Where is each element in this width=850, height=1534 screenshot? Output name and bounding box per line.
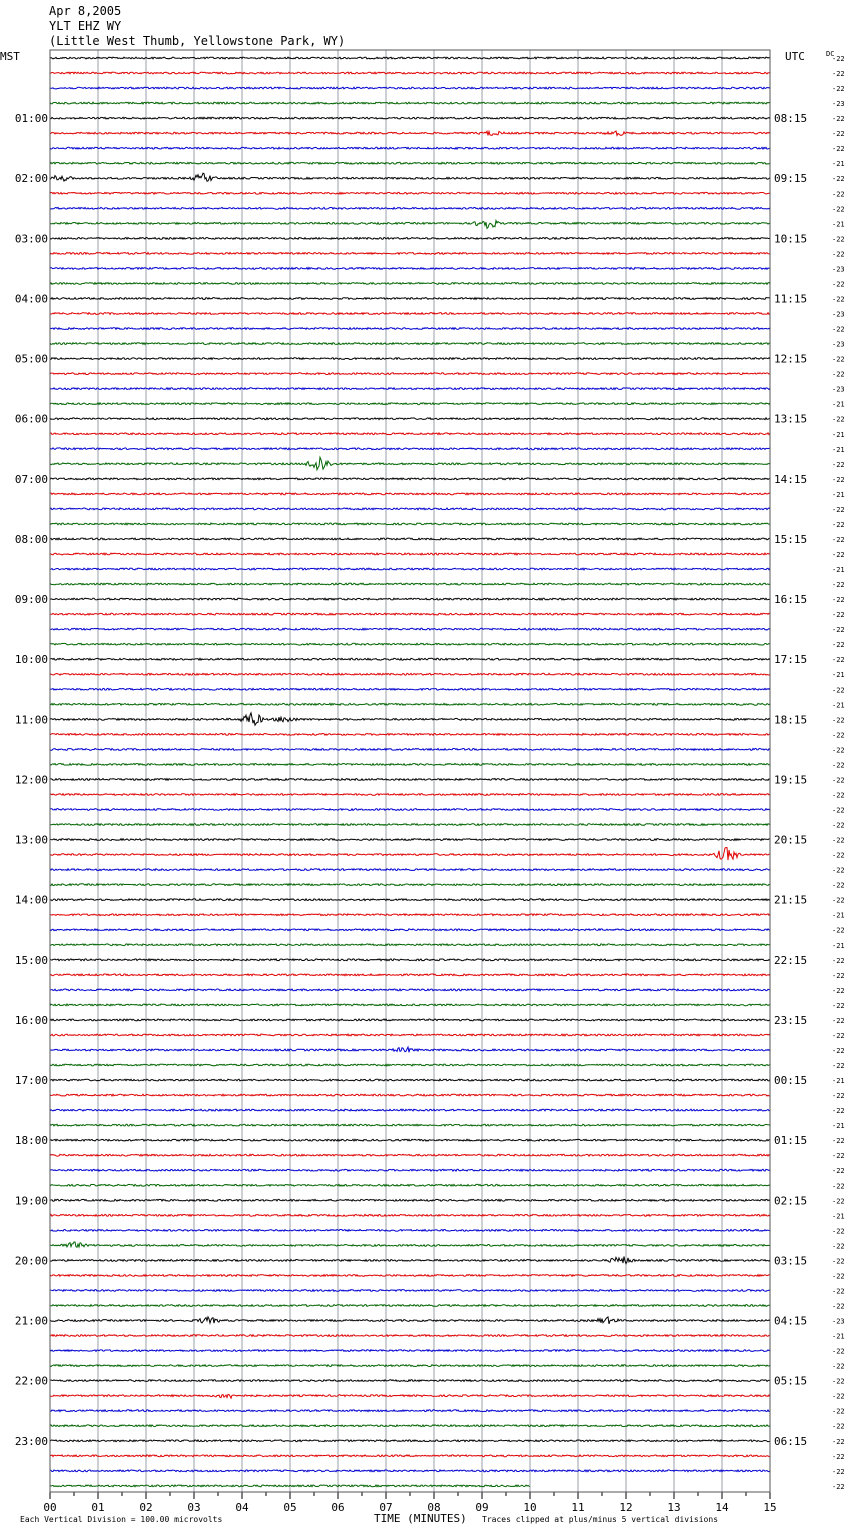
utc-hour-label: 20:15: [774, 833, 808, 847]
mst-hour-label: 11:00: [14, 713, 48, 727]
utc-hour-label: 18:15: [774, 713, 808, 727]
mst-hour-label: 04:00: [14, 292, 48, 306]
dc-offset-value: -22: [832, 1062, 845, 1071]
dc-offset-value: -21: [832, 941, 845, 950]
dc-offset-value: -22: [832, 626, 845, 635]
dc-offset-value: -21: [832, 566, 845, 575]
seismic-trace: [50, 457, 770, 469]
utc-hour-label: 09:15: [774, 172, 808, 186]
x-tick-label: 07: [379, 1501, 393, 1514]
dc-offset-value: -22: [832, 370, 845, 379]
seismic-trace: [50, 1230, 770, 1232]
utc-hour-label: 05:15: [774, 1374, 808, 1388]
dc-offset-value: -22: [832, 325, 845, 334]
dc-offset-value: -22: [832, 731, 845, 740]
seismic-trace: [50, 433, 770, 435]
seismic-trace: [50, 568, 770, 570]
seismic-trace: [50, 173, 770, 181]
dc-offset-value: -21: [832, 671, 845, 680]
seismic-trace: [50, 929, 770, 931]
dc-offset-value: -22: [832, 581, 845, 590]
dc-offset-value: -22: [832, 505, 845, 514]
mst-hour-label: 19:00: [14, 1194, 48, 1208]
seismic-trace: [50, 1064, 770, 1066]
dc-offset-value: -22: [832, 1362, 845, 1371]
seismic-trace: [50, 493, 770, 495]
seismic-trace: [50, 713, 770, 725]
seismic-trace: [50, 253, 770, 255]
seismic-trace: [50, 809, 770, 811]
dc-offset-value: -22: [832, 1272, 845, 1281]
dc-offset-value: -21: [832, 911, 845, 920]
seismic-trace: [50, 613, 770, 615]
utc-hour-label: 12:15: [774, 352, 808, 366]
utc-hour-label: 03:15: [774, 1254, 808, 1268]
x-tick-label: 10: [523, 1501, 537, 1514]
seismic-trace: [50, 283, 770, 285]
dc-offset-value: -22: [832, 55, 845, 63]
seismic-trace: [50, 418, 770, 420]
dc-offset-value: -22: [832, 205, 845, 214]
mst-hour-label: 01:00: [14, 112, 48, 126]
dc-offset-value: -22: [832, 535, 845, 544]
seismic-trace: [50, 959, 770, 961]
dc-offset-value: -22: [832, 175, 845, 184]
dc-offset-value: -22: [832, 971, 845, 980]
dc-offset-value: -22: [832, 460, 845, 469]
dc-offset-value: -21: [832, 701, 845, 710]
seismic-trace: [50, 673, 770, 675]
dc-offset-value: -23: [832, 310, 845, 319]
grid-lines: [50, 50, 770, 1499]
dc-offset-value: -22: [832, 1467, 845, 1476]
seismic-trace: [50, 974, 770, 976]
dc-offset-value: -22: [832, 70, 845, 79]
seismic-trace: [50, 162, 770, 164]
seismic-trace: [50, 764, 770, 766]
mst-hour-label: 18:00: [14, 1134, 48, 1148]
mst-hour-label: 10:00: [14, 653, 48, 667]
x-tick-label: 00: [43, 1501, 57, 1514]
seismic-trace: [50, 779, 770, 781]
seismic-trace: [50, 147, 770, 149]
dc-header-label: DC: [826, 50, 835, 58]
seismic-trace: [50, 848, 770, 861]
seismic-trace: [50, 298, 770, 300]
seismic-trace: [50, 794, 770, 796]
seismic-trace: [50, 238, 770, 240]
dc-offset-value: -22: [832, 1242, 845, 1251]
utc-hour-label: 00:15: [774, 1074, 808, 1088]
utc-hour-label: 08:15: [774, 112, 808, 126]
utc-hour-label: 23:15: [774, 1013, 808, 1027]
dc-offset-value: -22: [832, 415, 845, 424]
mst-hour-label: 03:00: [14, 232, 48, 246]
seismic-trace: [50, 523, 770, 525]
seismic-trace: [50, 598, 770, 600]
dc-offset-value: -22: [832, 1182, 845, 1191]
dc-offset-value: -21: [832, 1077, 845, 1086]
scale-note: Each Vertical Division = 100.00 microvolts: [20, 1515, 223, 1524]
seismic-trace: [50, 388, 770, 390]
dc-offset-value: -22: [832, 686, 845, 695]
seismic-trace: [50, 508, 770, 510]
seismic-trace: [50, 628, 770, 630]
mst-hour-label: 02:00: [14, 172, 48, 186]
mst-hour-label: 14:00: [14, 893, 48, 907]
seismic-trace: [50, 538, 770, 540]
seismic-trace: [50, 1047, 770, 1052]
seismic-trace: [50, 643, 770, 645]
utc-hour-label: 17:15: [774, 653, 808, 667]
dc-offset-value: -22: [832, 520, 845, 529]
seismic-trace: [50, 1034, 770, 1036]
mst-hour-label: 08:00: [14, 532, 48, 546]
utc-hour-label: 06:15: [774, 1434, 808, 1448]
x-tick-label: 03: [187, 1501, 201, 1514]
x-tick-label: 13: [667, 1501, 681, 1514]
utc-hour-label: 14:15: [774, 472, 808, 486]
dc-offset-value: -22: [832, 1437, 845, 1446]
seismic-trace: [50, 658, 770, 660]
seismic-trace: [50, 1154, 770, 1156]
mst-axis-label: MST: [0, 50, 20, 63]
dc-offset-value: -22: [832, 791, 845, 800]
mst-hour-label: 12:00: [14, 773, 48, 787]
seismic-trace: [50, 1109, 770, 1111]
mst-hour-label: 20:00: [14, 1254, 48, 1268]
seismic-trace: [50, 72, 770, 74]
dc-offset-value: -22: [832, 821, 845, 830]
utc-hour-label: 19:15: [774, 773, 808, 787]
seismic-trace: [50, 403, 770, 405]
dc-offset-value: -22: [832, 776, 845, 785]
dc-offset-value: -23: [832, 100, 845, 109]
seismic-trace: [50, 944, 770, 946]
seismic-trace: [50, 1317, 770, 1324]
mst-hour-label: 09:00: [14, 593, 48, 607]
mst-hour-label: 07:00: [14, 472, 48, 486]
dc-offset-value: -22: [832, 761, 845, 770]
clip-note: Traces clipped at plus/minus 5 vertical divisions: [482, 1515, 719, 1524]
seismic-trace: [50, 343, 770, 345]
dc-offset-value: -23: [832, 340, 845, 349]
dc-offset-value: -21: [832, 1212, 845, 1221]
dc-offset-value: -22: [832, 986, 845, 995]
seismic-trace: [50, 553, 770, 555]
dc-offset-value: -22: [832, 1377, 845, 1386]
seismic-trace: [50, 1335, 770, 1337]
mst-hour-label: 05:00: [14, 352, 48, 366]
seismic-trace: [50, 839, 770, 841]
seismic-trace: [50, 102, 770, 104]
seismic-trace: [50, 192, 770, 194]
seismic-trace: [50, 734, 770, 736]
dc-offset-value: -22: [832, 1392, 845, 1401]
dc-offset-value: -22: [832, 896, 845, 905]
seismic-trace: [50, 1004, 770, 1006]
seismic-trace: [50, 869, 770, 871]
dc-offset-value: -22: [832, 641, 845, 650]
seismic-trace: [50, 1214, 770, 1216]
dc-offset-value: -22: [832, 1092, 845, 1101]
seismic-trace: [50, 583, 770, 585]
dc-offset-value: -22: [832, 1167, 845, 1176]
mst-hour-label: 13:00: [14, 833, 48, 847]
dc-offset-value: -22: [832, 1152, 845, 1161]
dc-offset-value: -22: [832, 475, 845, 484]
seismic-trace: [50, 1380, 770, 1382]
seismic-trace: [50, 884, 770, 886]
seismic-trace: [50, 328, 770, 330]
seismic-trace: [50, 1394, 770, 1398]
x-tick-label: 08: [427, 1501, 441, 1514]
dc-offset-value: -22: [832, 956, 845, 965]
dc-offset-value: -22: [832, 85, 845, 94]
seismic-trace: [50, 1290, 770, 1292]
utc-hour-label: 21:15: [774, 893, 808, 907]
x-tick-label: 14: [715, 1501, 729, 1514]
dc-offset-value: -22: [832, 1016, 845, 1025]
seismic-trace: [50, 268, 770, 270]
utc-hour-label: 01:15: [774, 1134, 808, 1148]
dc-offset-value: -22: [832, 145, 845, 154]
seismic-trace: [50, 87, 770, 89]
seismic-trace: [50, 824, 770, 826]
dc-offset-value: -22: [832, 190, 845, 199]
seismic-trace: [50, 749, 770, 751]
seismic-trace: [50, 1440, 770, 1442]
utc-hour-label: 11:15: [774, 292, 808, 306]
dc-offset-value: -22: [832, 806, 845, 815]
dc-offset-value: -22: [832, 1197, 845, 1206]
seismic-trace: [50, 1184, 770, 1186]
dc-offset-value: -22: [832, 1287, 845, 1296]
mst-hour-label: 16:00: [14, 1013, 48, 1027]
mst-hour-label: 22:00: [14, 1374, 48, 1388]
utc-hour-label: 04:15: [774, 1314, 808, 1328]
trace-group: [50, 57, 770, 1487]
utc-hour-label: 10:15: [774, 232, 808, 246]
seismic-trace: [50, 313, 770, 315]
dc-offset-value: -22: [832, 235, 845, 244]
mst-hour-label: 21:00: [14, 1314, 48, 1328]
dc-offset-value: -22: [832, 1482, 845, 1491]
dc-offset-value: -22: [832, 746, 845, 755]
seismic-trace: [50, 1470, 770, 1472]
dc-offset-value: -22: [832, 130, 845, 139]
dc-offset-value: -22: [832, 355, 845, 364]
utc-axis-label: UTC: [785, 50, 805, 63]
x-axis-title: TIME (MINUTES): [374, 1512, 467, 1525]
dc-offset-value: -22: [832, 280, 845, 289]
seismic-trace: [50, 899, 770, 901]
seismic-trace: [50, 1257, 770, 1264]
dc-offset-value: -22: [832, 836, 845, 845]
mst-hour-label: 06:00: [14, 412, 48, 426]
seismic-trace: [50, 448, 770, 450]
x-tick-label: 05: [283, 1501, 297, 1514]
dc-offset-value: -22: [832, 1046, 845, 1055]
x-tick-label: 06: [331, 1501, 345, 1514]
seismic-trace: [50, 131, 770, 135]
seismic-trace: [50, 1455, 770, 1457]
dc-offset-value: -22: [832, 866, 845, 875]
x-tick-label: 02: [139, 1501, 153, 1514]
dc-offset-value: -23: [832, 385, 845, 394]
seismic-trace: [50, 358, 770, 360]
mst-hour-label: 23:00: [14, 1434, 48, 1448]
dc-offset-value: -21: [832, 1122, 845, 1131]
x-tick-label: 04: [235, 1501, 249, 1514]
mst-hour-label: 17:00: [14, 1074, 48, 1088]
dc-offset-value: -22: [832, 1347, 845, 1356]
seismic-trace: [50, 57, 770, 59]
utc-hour-label: 13:15: [774, 412, 808, 426]
dc-offset-value: -22: [832, 1031, 845, 1040]
seismic-trace: [50, 373, 770, 375]
dc-offset-value: -23: [832, 265, 845, 274]
dc-offset-value: -22: [832, 851, 845, 860]
dc-offset-value: -22: [832, 1422, 845, 1431]
dc-offset-value: -21: [832, 490, 845, 499]
dc-offset-value: -22: [832, 250, 845, 259]
dc-offset-value: -22: [832, 881, 845, 890]
x-tick-label: 11: [571, 1501, 585, 1514]
seismic-trace: [50, 1305, 770, 1307]
seismic-trace: [50, 478, 770, 480]
seismic-trace: [50, 1079, 770, 1081]
seismic-trace: [50, 221, 770, 229]
dc-offset-value: -22: [832, 1257, 845, 1266]
seismic-trace: [50, 989, 770, 991]
dc-offset-value: -22: [832, 1227, 845, 1236]
utc-hour-label: 16:15: [774, 593, 808, 607]
station-code: YLT EHZ WY: [49, 19, 122, 33]
seismic-trace: [50, 1019, 770, 1021]
dc-offset-value: -22: [832, 716, 845, 725]
dc-offset-value: -21: [832, 445, 845, 454]
dc-offset-value: -22: [832, 1452, 845, 1461]
dc-offset-value: -22: [832, 550, 845, 559]
seismic-trace: [50, 1410, 770, 1412]
seismic-trace: [50, 1425, 770, 1427]
dc-offset-value: -21: [832, 220, 845, 229]
seismic-trace: [50, 703, 770, 705]
time-labels: [15, 55, 845, 1514]
seismic-trace: [50, 1169, 770, 1171]
utc-hour-label: 02:15: [774, 1194, 808, 1208]
dc-offset-value: -22: [832, 1302, 845, 1311]
dc-offset-value: -21: [832, 430, 845, 439]
dc-offset-value: -22: [832, 611, 845, 620]
seismic-trace: [50, 207, 770, 209]
x-tick-label: 01: [91, 1501, 105, 1514]
dc-offset-value: -22: [832, 1407, 845, 1416]
seismic-trace: [50, 1199, 770, 1201]
dc-offset-value: -22: [832, 926, 845, 935]
seismic-trace: [50, 1124, 770, 1126]
dc-offset-value: -22: [832, 1107, 845, 1116]
dc-offset-value: -21: [832, 160, 845, 169]
seismic-trace: [50, 1275, 770, 1277]
dc-offset-value: -22: [832, 656, 845, 665]
seismic-trace: [50, 688, 770, 690]
seismic-trace: [50, 1242, 770, 1247]
mst-hour-label: 15:00: [14, 953, 48, 967]
x-tick-label: 12: [619, 1501, 633, 1514]
dc-offset-value: -23: [832, 1317, 845, 1326]
dc-offset-value: -22: [832, 596, 845, 605]
seismic-trace: [50, 117, 770, 119]
station-location: (Little West Thumb, Yellowstone Park, WY): [49, 34, 346, 48]
dc-offset-value: -22: [832, 295, 845, 304]
seismic-trace: [50, 1350, 770, 1352]
chart-date: Apr 8,2005: [49, 4, 122, 18]
seismic-trace: [50, 914, 770, 916]
seismic-trace: [50, 1139, 770, 1141]
utc-hour-label: 15:15: [774, 532, 808, 546]
dc-offset-value: -21: [832, 1332, 845, 1341]
dc-offset-value: -21: [832, 400, 845, 409]
utc-hour-label: 22:15: [774, 953, 808, 967]
dc-offset-value: -22: [832, 115, 845, 124]
seismic-trace: [50, 1094, 770, 1096]
dc-offset-value: -22: [832, 1137, 845, 1146]
dc-offset-value: -22: [832, 1001, 845, 1010]
x-tick-label: 09: [475, 1501, 489, 1514]
seismic-trace: [50, 1365, 770, 1367]
x-tick-label: 15: [763, 1501, 777, 1514]
